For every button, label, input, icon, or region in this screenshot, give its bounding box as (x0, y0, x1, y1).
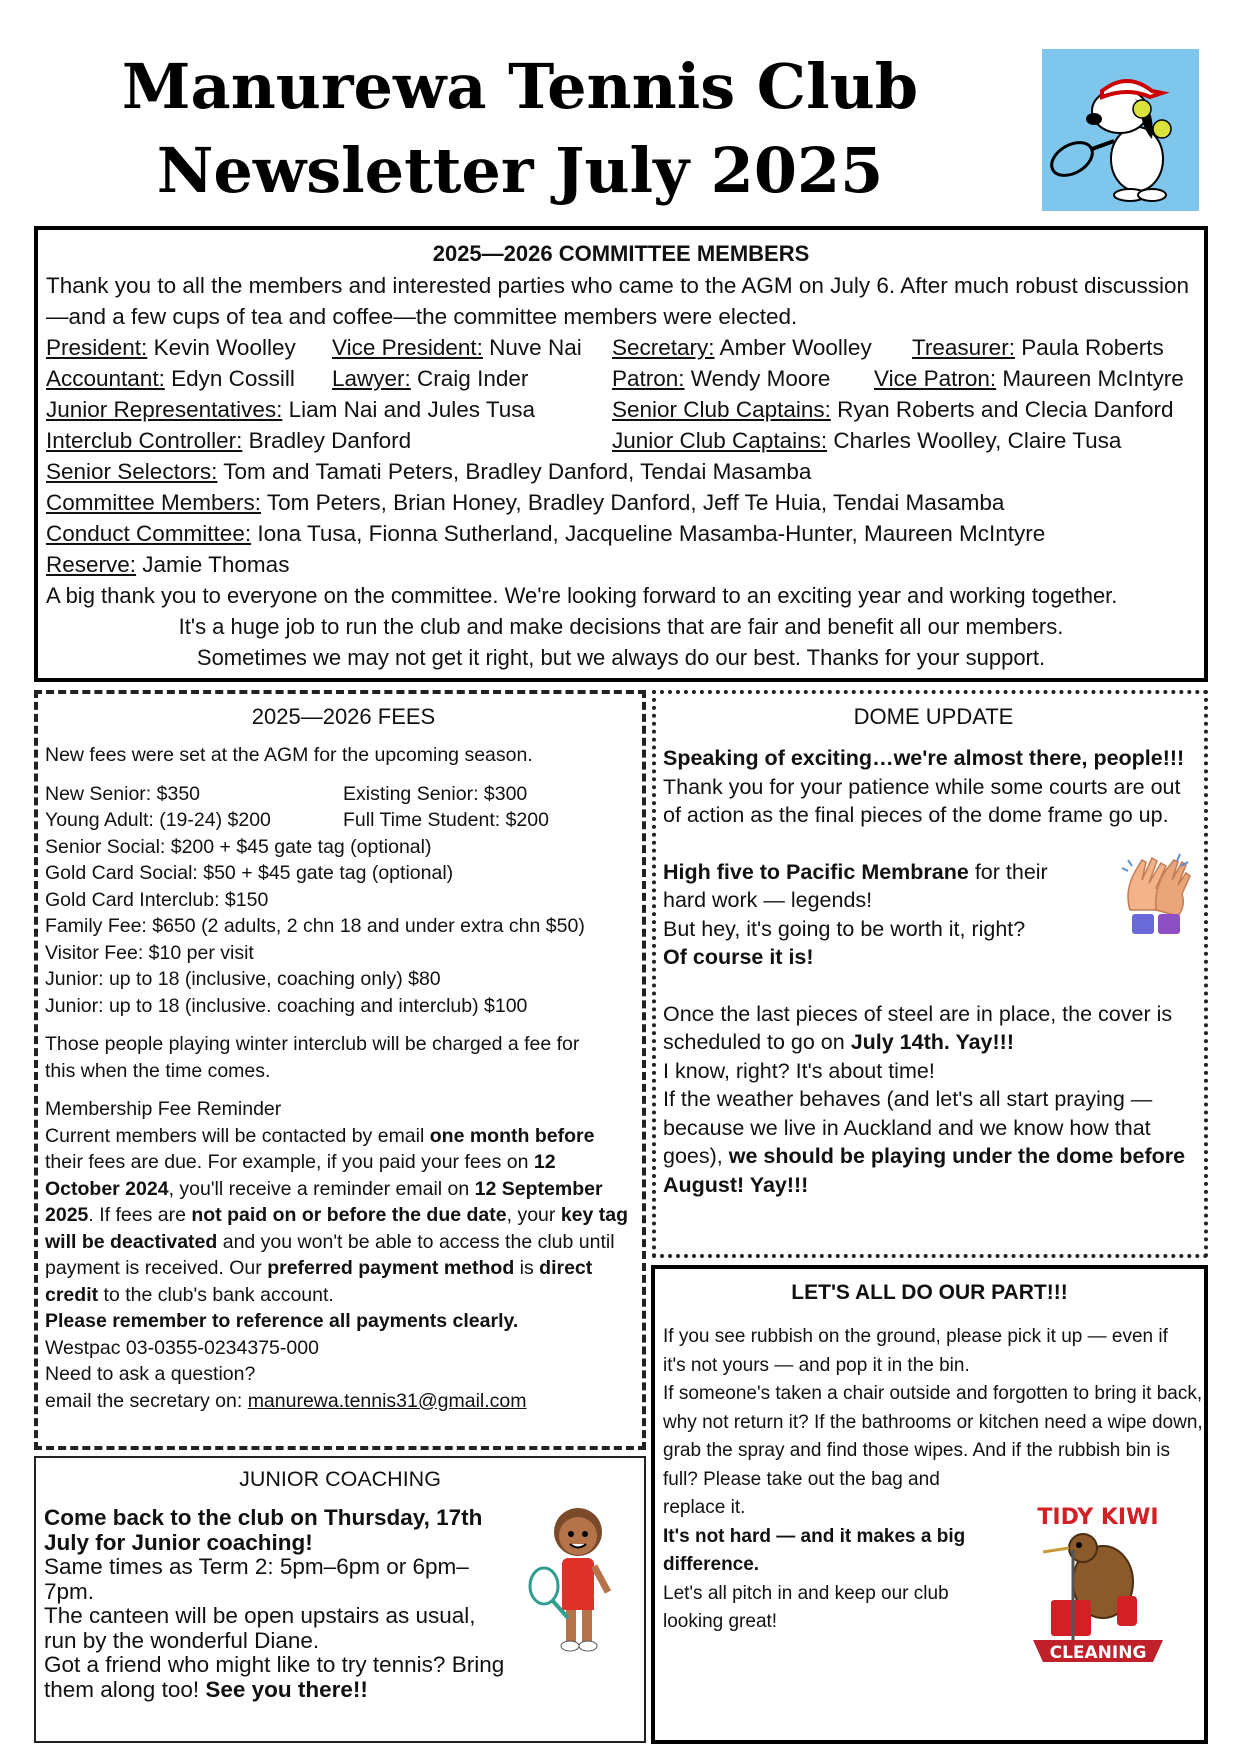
fee-full-time-student: Full Time Student: $200 (343, 809, 549, 831)
part-para-3: full? Please take out the bag and (663, 1468, 940, 1490)
part-para-8: looking great! (663, 1611, 778, 1632)
role-senior-captains: Senior Club Captains: (612, 397, 831, 422)
committee-row-4 (46, 425, 1196, 456)
fee-visitor: Visitor Fee: $10 per visit (45, 941, 254, 964)
role-junior-captains: Junior Club Captains: (612, 428, 828, 453)
high-five-icon (1120, 850, 1192, 940)
role-secretary: Secretary: (612, 335, 715, 360)
committee-row-8 (46, 549, 1196, 580)
fee-row-young (45, 807, 642, 834)
committee-row-3 (46, 394, 1196, 425)
fee-junior-coaching: Junior: up to 18 (inclusive, coaching only) $80 (45, 968, 441, 990)
name-secretary: Amber Woolley (714, 335, 872, 360)
role-vice-president: Vice President: (332, 335, 483, 360)
fee-gold-card-interclub: Gold Card Interclub: $150 (45, 888, 269, 911)
tidy-kiwi-logo (1013, 1490, 1183, 1678)
tidy-kiwi-logo-text: TIDY KIWI (1037, 1505, 1159, 1530)
part-para-7: Let's all pitch in and keep our club (663, 1582, 949, 1604)
fees-heading: 2025—2026 FEES (251, 704, 436, 729)
committee-thanks-1: A big thank you to everyone on the committee. We're looking forward to an exciting year and working together. (46, 583, 1118, 608)
name-accountant: Edyn Cossill (164, 366, 295, 391)
role-patron: Patron: (612, 366, 685, 391)
fees-intro: New fees were set at the AGM for the upcoming season. (45, 744, 533, 766)
name-conduct: Iona Tusa, Fionna Sutherland, Jacqueline Masamba-Hunter, Maureen McIntyre (251, 521, 1046, 546)
role-interclub: Interclub Controller: (46, 428, 243, 453)
cleaning-banner-text: CLEANING (1049, 1643, 1147, 1663)
name-reserve: Jamie Thomas (136, 552, 290, 577)
name-senior-captains: Ryan Roberts and Clecia Danford (830, 397, 1174, 422)
snoopy-tennis-image (1042, 49, 1199, 211)
name-members: Tom Peters, Brian Honey, Bradley Danford, Jeff Te Huia, Tendai Masamba (261, 490, 1005, 515)
committee-thanks-3: Sometimes we may not get it right, but we always do our best. Thanks for your support. (196, 645, 1046, 670)
junior-line-2: Same times as Term 2: 5pm–6pm or 6pm–7pm. (44, 1554, 469, 1604)
part-para-4: replace it. (663, 1497, 746, 1518)
role-selectors: Senior Selectors: (46, 459, 218, 484)
role-president: President: (46, 335, 148, 360)
role-lawyer: Lawyer: (332, 366, 411, 391)
fee-row-seniors (45, 781, 642, 808)
newsletter-title (70, 45, 970, 213)
part-heading: LET'S ALL DO OUR PART!!! (791, 1281, 1068, 1304)
dome-para-3: But hey, it's going to be worth it, right? (663, 916, 1026, 941)
part-para-5: It's not hard — and it makes a big (663, 1525, 966, 1547)
role-vice-patron: Vice Patron: (874, 366, 997, 391)
role-conduct: Conduct Committee: (46, 521, 252, 546)
fee-gold-card-social: Gold Card Social: $50 + $45 gate tag (optional) (45, 862, 454, 884)
role-accountant: Accountant: (46, 366, 165, 391)
dome-update-section (652, 690, 1208, 1258)
email-line: email the secretary on: manurewa.tennis31@gmail.com (45, 1389, 527, 1412)
role-members: Committee Members: (46, 490, 262, 515)
fee-senior-social: Senior Social: $200 + $45 gate tag (optional) (45, 835, 432, 858)
fee-new-senior: New Senior: $350 (45, 782, 201, 805)
committee-row-7 (46, 518, 1196, 549)
reference-note: Please remember to reference all payments clearly. (45, 1310, 519, 1332)
title-line-1: Manurewa Tennis Club (121, 50, 919, 123)
name-vice-patron: Maureen McIntyre (996, 366, 1184, 391)
fee-junior-interclub: Junior: up to 18 (inclusive. coaching and interclub) $100 (45, 994, 528, 1017)
part-para-2: If someone's taken a chair outside and forgotten to bring it back, why not return it? If the bathrooms or kitchen need a wipe down, grab the spray and find those wipes. And if the rubbish bin is (663, 1383, 1203, 1461)
part-para-1: If you see rubbish on the ground, please pick it up — even if it's not yours — and pop it in the bin. (663, 1326, 1168, 1376)
fees-winter-note: Those people playing winter interclub will be charged a fee for this when the time comes. (45, 1033, 580, 1082)
junior-line-4: Got a friend who might like to try tennis? Bring them along too! See you there!! (44, 1652, 505, 1702)
dome-para-6: If the weather behaves (and let's all start praying — because we live in Auckland and we know how that goes), we should be playing under the dome before August! Yay!!! (663, 1087, 1186, 1197)
name-patron: Wendy Moore (684, 366, 831, 391)
role-junior-reps: Junior Representatives: (46, 397, 283, 422)
junior-line-1: Come back to the club on Thursday, 17th July for Junior coaching! (44, 1505, 483, 1555)
role-treasurer: Treasurer: (912, 335, 1015, 360)
name-junior-reps: Liam Nai and Jules Tusa (282, 397, 536, 422)
secretary-email-link[interactable]: manurewa.tennis31@gmail.com (247, 1389, 527, 1412)
committee-row-1 (46, 332, 1196, 363)
committee-row-5 (46, 456, 1196, 487)
junior-line-3: The canteen will be open upstairs as usual, run by the wonderful Diane. (44, 1603, 476, 1653)
dome-heading: DOME UPDATE (853, 704, 1014, 729)
fee-existing-senior: Existing Senior: $300 (343, 782, 528, 805)
bank-account: Westpac 03-0355-0234375-000 (45, 1336, 319, 1359)
title-line-2: Newsletter July 2025 (156, 134, 884, 207)
dome-para-4: Once the last pieces of steel are in place, the cover is scheduled to go on July 14th. Yay!!! (663, 1001, 1173, 1054)
committee-section (34, 226, 1208, 682)
name-president: Kevin Woolley (147, 335, 296, 360)
dome-para-5: I know, right? It's about time! (663, 1058, 935, 1083)
question-prompt: Need to ask a question? (45, 1363, 256, 1385)
junior-player-illustration (528, 1500, 620, 1668)
fee-young-adult: Young Adult: (19-24) $200 (45, 809, 271, 831)
junior-heading: JUNIOR COACHING (239, 1467, 441, 1491)
name-interclub: Bradley Danford (242, 428, 412, 453)
fee-family: Family Fee: $650 (2 adults, 2 chn 18 and under extra chn $50) (45, 915, 585, 937)
reminder-text: Current members will be contacted by email one month before their fees are due. For example, if you paid your fees on 12 October 2024, you'll receive a reminder email on 12 September 2025. If fees are not paid on or before the due date, your key tag will be deactivated and you won't be able to access the club until payment is received. Our preferred payment method is direct credit to the club's bank account. (45, 1124, 629, 1306)
dome-para-1: Speaking of exciting…we're almost there, people!!! Thank you for your patience while some courts are out of action as the final pieces of the dome frame go up. (663, 746, 1185, 827)
name-vice-president: Nuve Nai (482, 335, 582, 360)
name-lawyer: Craig Inder (410, 366, 529, 391)
name-junior-captains: Charles Woolley, Claire Tusa (827, 428, 1122, 453)
committee-heading: 2025—2026 COMMITTEE MEMBERS (432, 241, 810, 266)
committee-thanks-2: It's a huge job to run the club and make decisions that are fair and benefit all our members. (178, 614, 1064, 639)
reminder-title: Membership Fee Reminder (45, 1098, 282, 1120)
committee-row-2 (46, 363, 1196, 394)
dome-para-3b: Of course it is! (663, 945, 814, 969)
part-para-6: difference. (663, 1554, 760, 1575)
dome-para-2: High five to Pacific Membrane for their hard work — legends! (663, 859, 1048, 912)
role-reserve: Reserve: (46, 552, 137, 577)
committee-intro: Thank you to all the members and interested parties who came to the AGM on July 6. After much robust discussion—and a few cups of tea and coffee—the committee members were elected. (46, 273, 1190, 329)
committee-row-6 (46, 487, 1196, 518)
name-treasurer: Paula Roberts (1014, 335, 1164, 360)
name-selectors: Tom and Tamati Peters, Bradley Danford, Tendai Masamba (217, 459, 812, 484)
fees-section (34, 690, 646, 1450)
